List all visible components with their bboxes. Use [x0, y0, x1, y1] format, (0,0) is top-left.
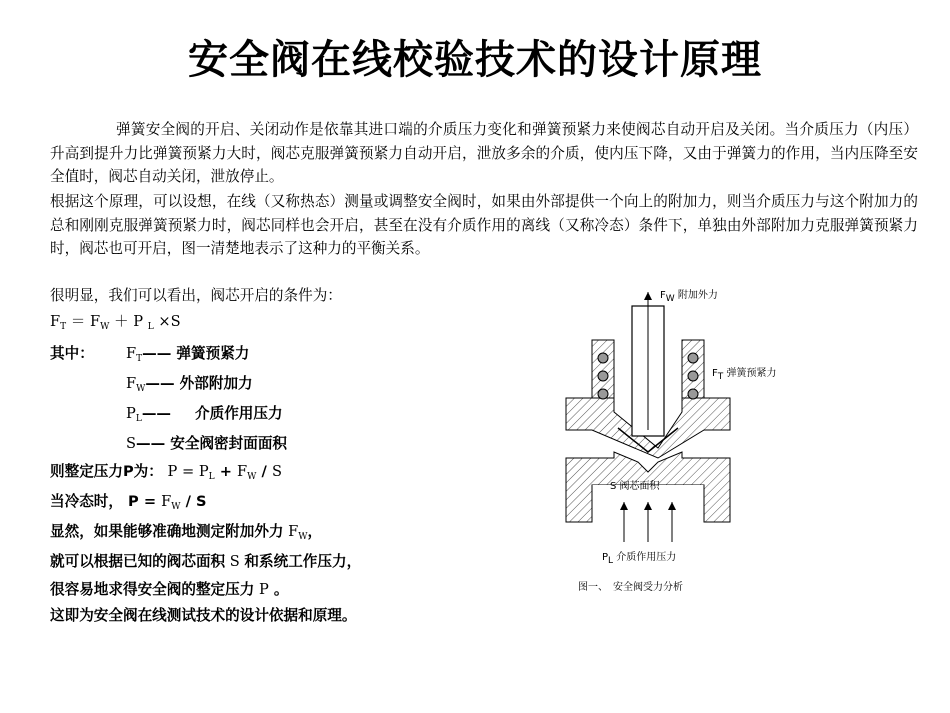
conclusion-known-area: 就可以根据已知的阀芯面积 S 和系统工作压力， [50, 553, 362, 570]
figure-caption: 图一、 安全阀受力分析 [578, 582, 683, 593]
paragraph-3: 很明显，我们可以看出，阀芯开启的条件为： [50, 287, 342, 304]
definition-ft: $F_T——$ 弹簧预紧力 [126, 345, 250, 364]
conclusion-cold-state: 当冷态时， $P = F_W / S$ [50, 493, 207, 512]
s-label: S 阀芯面积 [610, 481, 660, 492]
paragraph-2: 根据这个原理，可以设想，在线（又称热态）测量或调整安全阀时，如果由外部提供一个向上的附加力，则当介质压力与这个附加力的总和刚刚克服弹簧预紧力时，阀芯同样也会开启，甚至在没有介质作用的离线（又称冷态）条件下，单独由外部附加力克服弹簧预紧力时，阀芯也可开启，图一清楚地表示了这种力的平衡关系。 [50, 193, 918, 257]
opening-formula: $F_T = F_W + P$ $_L$ ×S [50, 313, 181, 332]
definition-fw: $F_W——$ 外部附加力 [126, 375, 253, 394]
pl-label: $P_L$ 介质作用压力 [602, 552, 677, 566]
fw-label: $F_W$ 附加外力 [660, 290, 718, 304]
conclusion-obtain-pressure: 很容易地求得安全阀的整定压力 P 。 [50, 581, 289, 598]
conclusion-principle: 这即为安全阀在线测试技术的设计依据和原理。 [50, 607, 357, 624]
page-title: 安全阀在线校验技术的设计原理 [188, 37, 762, 83]
paragraph-1: 弹簧安全阀的开启、关闭动作是依靠其进口端的介质压力变化和弹簧预紧力来使阀芯自动开启及关闭。当介质压力（内压）升高到提升力比弹簧预紧力大时，阀芯克服弹簧预紧力自动开启，泄放多余的介质，使内压下降，又由于弹簧力的作用，当内压降至安全值时，阀芯自动关闭，泄放停止。 [50, 121, 918, 185]
definition-pl: $P_L——$ 介质作用压力 [126, 405, 283, 424]
valve-force-diagram [548, 280, 798, 600]
definition-s: S—— 安全阀密封面面积 [126, 435, 288, 452]
definitions-lead: 其中： [50, 345, 94, 362]
ft-label: $F_T$ 弹簧预紧力 [712, 368, 777, 382]
conclusion-measure-force: 显然，如果能够准确地测定附加外力 $F_W$， [50, 523, 323, 542]
conclusion-setting-pressure: 则整定压力P为： $P = P_L + F_W / S$ [50, 463, 282, 482]
